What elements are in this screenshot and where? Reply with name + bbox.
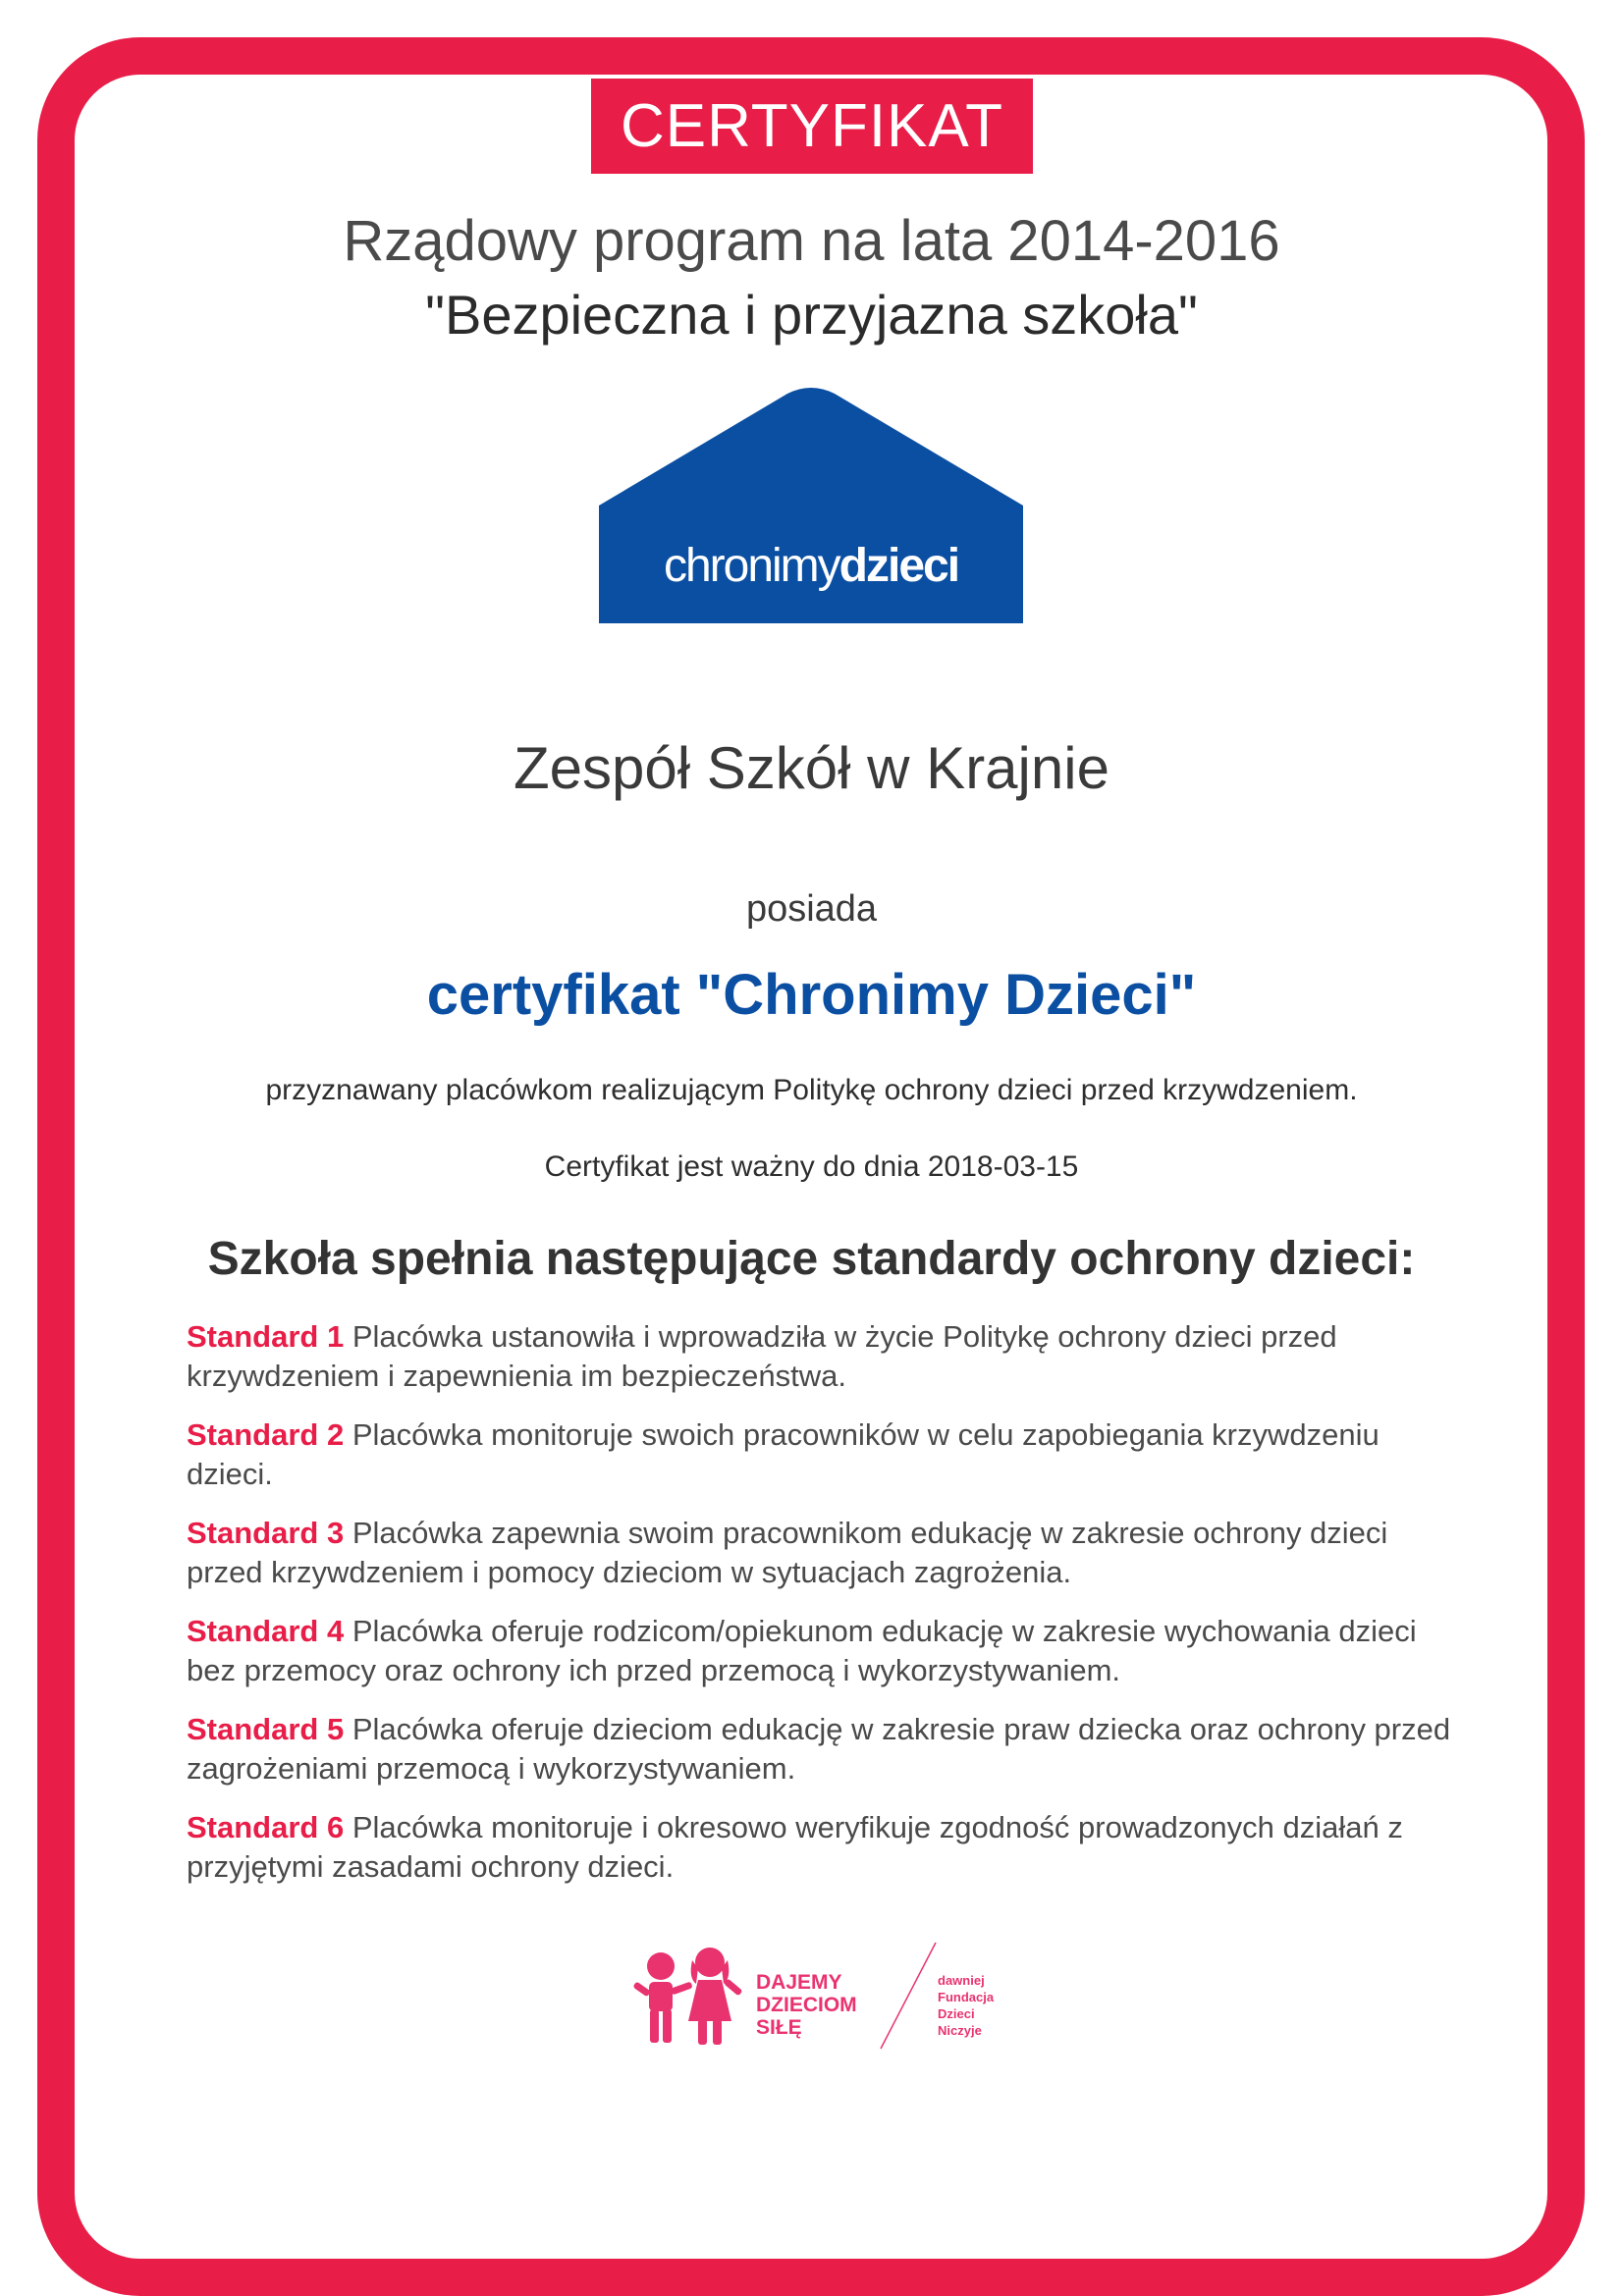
standard-label: Standard 1 bbox=[187, 1319, 345, 1354]
standards-list bbox=[187, 1317, 1453, 1906]
standard-text: Placówka oferuje dzieciom edukację w zakresie praw dziecka oraz ochrony przed zagrożeniami przemocą i wykorzystywaniem. bbox=[187, 1712, 1451, 1786]
certificate-description: przyznawany placówkom realizującym Politykę ochrony dzieci przed krzywdzeniem. bbox=[265, 1074, 1358, 1106]
standard-label: Standard 2 bbox=[187, 1417, 345, 1452]
validity-date: Certyfikat jest ważny do dnia 2018-03-15 bbox=[544, 1150, 1079, 1183]
svg-text:chronimydzieci bbox=[664, 540, 958, 592]
certificate-badge: CERTYFIKAT bbox=[591, 79, 1033, 174]
logo-text-bold: dzieci bbox=[839, 540, 959, 592]
standard-text: Placówka oferuje rodzicom/opiekunom edukację w zakresie wychowania dzieci bez przemocy oraz ochrony ich przed przemocą i wykorzystywaniem. bbox=[187, 1614, 1417, 1687]
posiada-text: posiada bbox=[745, 888, 878, 930]
standard-item bbox=[187, 1808, 1453, 1887]
standard-text: Placówka monitoruje i okresowo weryfikuje zgodność prowadzonych działań z przyjętymi zasadami ochrony dzieci. bbox=[187, 1810, 1403, 1884]
logo-text-light: chronimy bbox=[663, 540, 839, 592]
standard-item bbox=[187, 1514, 1453, 1592]
standard-text: Placówka ustanowiła i wprowadziła w życie Politykę ochrony dzieci przed krzywdzeniem i zapewnienia im bezpieczeństwa. bbox=[187, 1319, 1337, 1393]
org-name: DAJEMY DZIECIOM SIŁĘ bbox=[756, 1971, 857, 2039]
program-name: "Bezpieczna i przyjazna szkoła" bbox=[425, 284, 1198, 346]
standard-item bbox=[187, 1612, 1453, 1690]
standard-text: Placówka monitoruje swoich pracowników w celu zapobiegania krzywdzeniu dzieci. bbox=[187, 1417, 1380, 1491]
footer-divider bbox=[881, 1943, 936, 2049]
standards-heading: Szkoła spełnia następujące standardy ochrony dzieci: bbox=[207, 1233, 1416, 1285]
former-name: dawniej Fundacja Dzieci Niczyje bbox=[938, 1973, 995, 2038]
standard-text: Placówka zapewnia swoim pracownikom edukację w zakresie ochrony dzieci przed krzywdzeniem i pomocy dzieciom w sytuacjach zagrożenia. bbox=[187, 1516, 1388, 1589]
standard-item bbox=[187, 1415, 1453, 1494]
chronimy-dzieci-logo bbox=[599, 388, 1023, 623]
standard-item bbox=[187, 1317, 1453, 1396]
standard-label: Standard 6 bbox=[187, 1810, 345, 1844]
certificate-name: certyfikat "Chronimy Dzieci" bbox=[426, 963, 1197, 1027]
standard-label: Standard 5 bbox=[187, 1712, 345, 1746]
standard-item bbox=[187, 1710, 1453, 1789]
standard-label: Standard 3 bbox=[187, 1516, 345, 1550]
children-icon bbox=[632, 1948, 742, 2045]
standard-label: Standard 4 bbox=[187, 1614, 345, 1648]
school-name: Zespół Szkół w Krajnie bbox=[514, 735, 1109, 801]
program-years: Rządowy program na lata 2014-2016 bbox=[343, 209, 1280, 273]
